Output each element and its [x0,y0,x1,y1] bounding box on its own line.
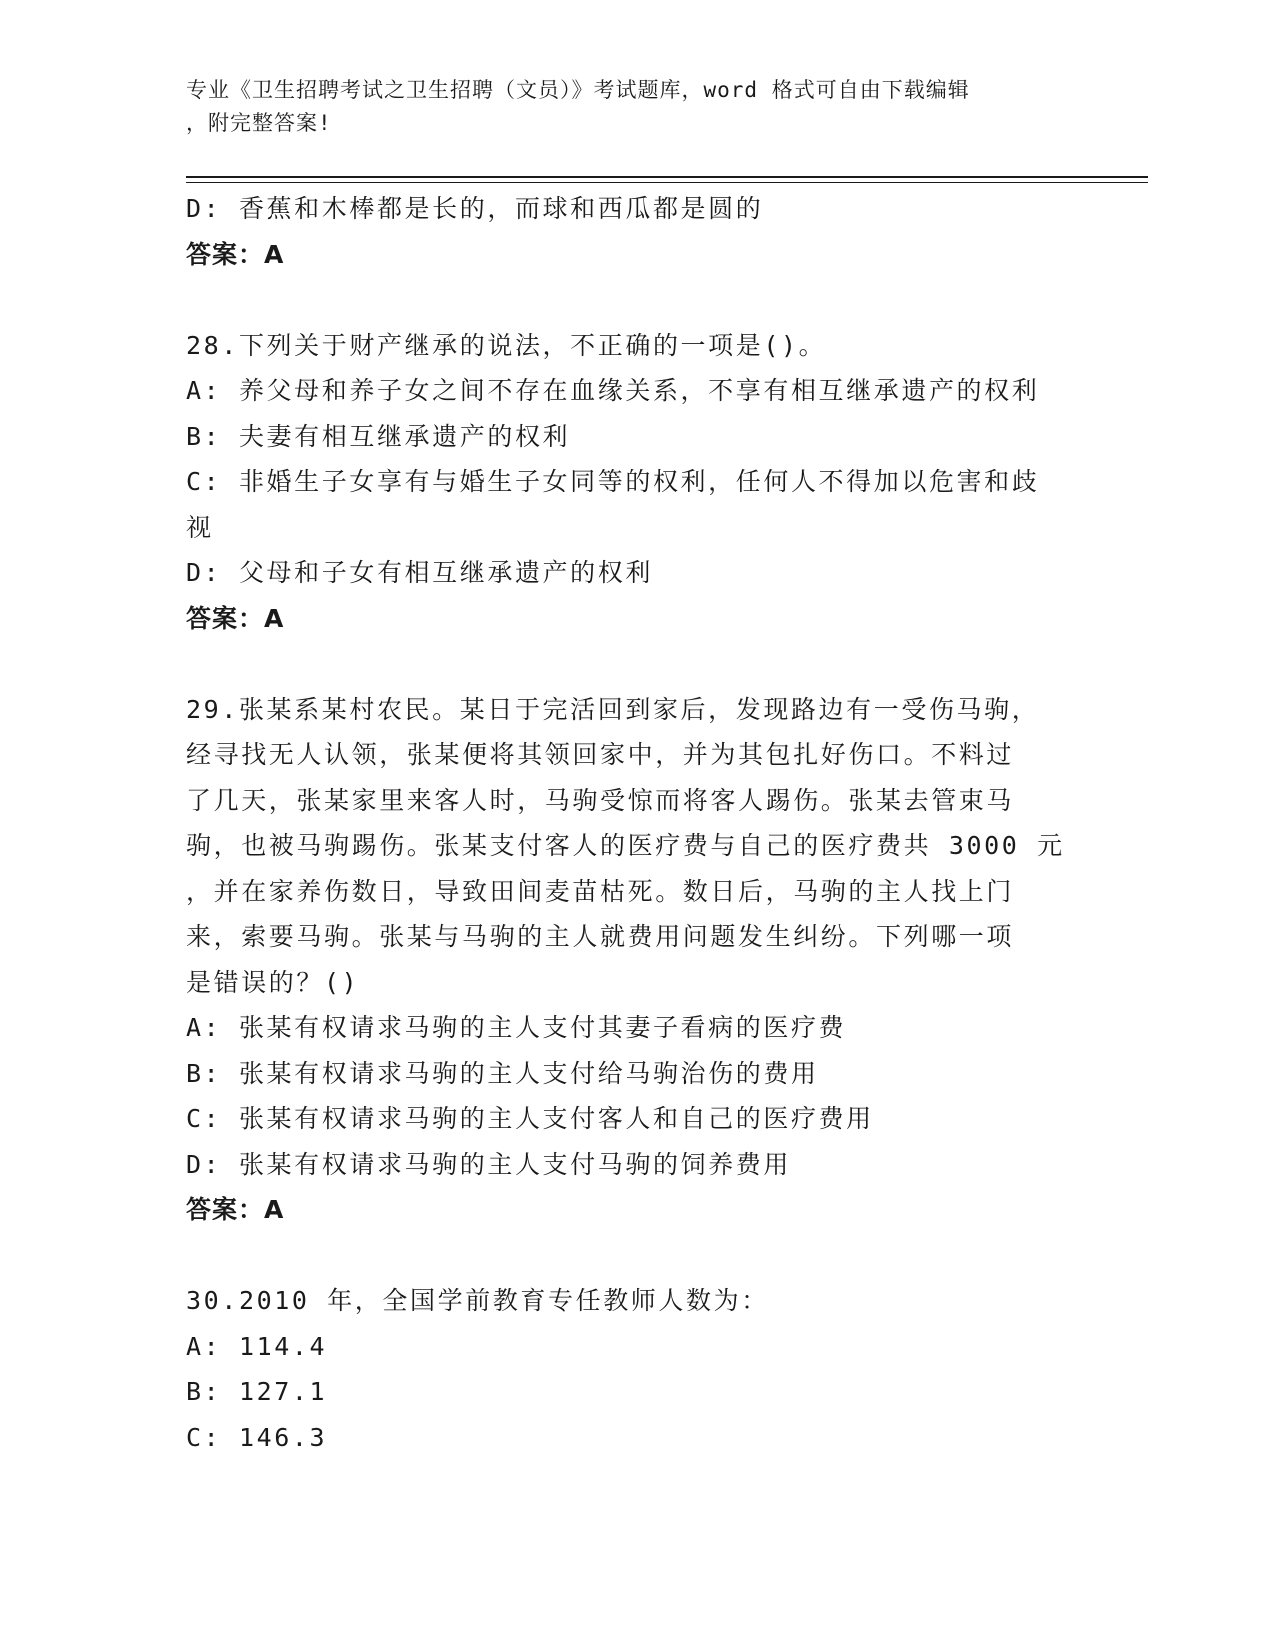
option-c-continued: 视 [186,512,214,542]
question-30 [186,1278,1066,1460]
option-b: B: 夫妻有相互继承遗产的权利 [186,421,571,451]
option-d: D: 张某有权请求马驹的主人支付马驹的饲养费用 [186,1149,791,1179]
spacer [186,641,1066,687]
question-stem-line: ，并在家养伤数日，导致田间麦苗枯死。数日后，马驹的主人找上门 [186,876,1015,906]
question-27-tail [186,186,1066,277]
option-b: B: 127.1 [186,1377,328,1406]
spacer [186,1233,1066,1279]
question-stem: 28.下列关于财产继承的说法，不正确的一项是()。 [186,330,827,360]
option-c: C: 张某有权请求马驹的主人支付客人和自己的医疗费用 [186,1104,874,1133]
answer-line: 答案：A [186,1195,285,1224]
option-d: D: 父母和子女有相互继承遗产的权利 [186,558,653,587]
option-d: D: 香蕉和木棒都是长的，而球和西瓜都是圆的 [186,194,764,223]
question-stem-line: 经寻找无人认领，张某便将其领回家中，并为其包扎好伤口。不料过 [186,740,1015,769]
question-stem-line: 了几天，张某家里来客人时，马驹受惊而将客人踢伤。张某去管束马 [186,785,1015,815]
question-29 [186,687,1066,1233]
question-stem-line: 驹，也被马驹踢伤。张某支付客人的医疗费与自己的医疗费共 3000 元 [186,831,1065,860]
question-stem-line: 29.张某系某村农民。某日于完活回到家后，发现路边有一受伤马驹， [186,694,1040,724]
option-a: A: 张某有权请求马驹的主人支付其妻子看病的医疗费 [186,1013,847,1042]
option-c: C: 146.3 [186,1422,328,1452]
question-stem: 30.2010 年，全国学前教育专任教师人数为： [186,1286,769,1315]
header-divider-thick [186,176,1148,178]
document-header [186,74,1066,140]
header-line-1: 专业《卫生招聘考试之卫生招聘（文员）》考试题库，word 格式可自由下载编辑 [186,78,970,102]
answer-line: 答案：A [186,603,285,633]
option-a: A: 114.4 [186,1331,328,1361]
option-c: C: 非婚生子女享有与婚生子女同等的权利，任何人不得加以危害和歧 [186,467,1040,496]
option-b: B: 张某有权请求马驹的主人支付给马驹治伤的费用 [186,1058,819,1088]
question-stem-line: 来，索要马驹。张某与马驹的主人就费用问题发生纠纷。下列哪一项 [186,922,1015,951]
question-28 [186,323,1066,642]
option-a: A: 养父母和养子女之间不存在血缘关系，不享有相互继承遗产的权利 [186,376,1040,405]
answer-line: 答案：A [186,239,285,269]
question-stem-line: 是错误的？() [186,967,360,997]
spacer [186,277,1066,323]
header-line-2: ，附完整答案! [186,111,332,135]
document-body [186,186,1066,1460]
header-divider-thin [186,182,1148,183]
